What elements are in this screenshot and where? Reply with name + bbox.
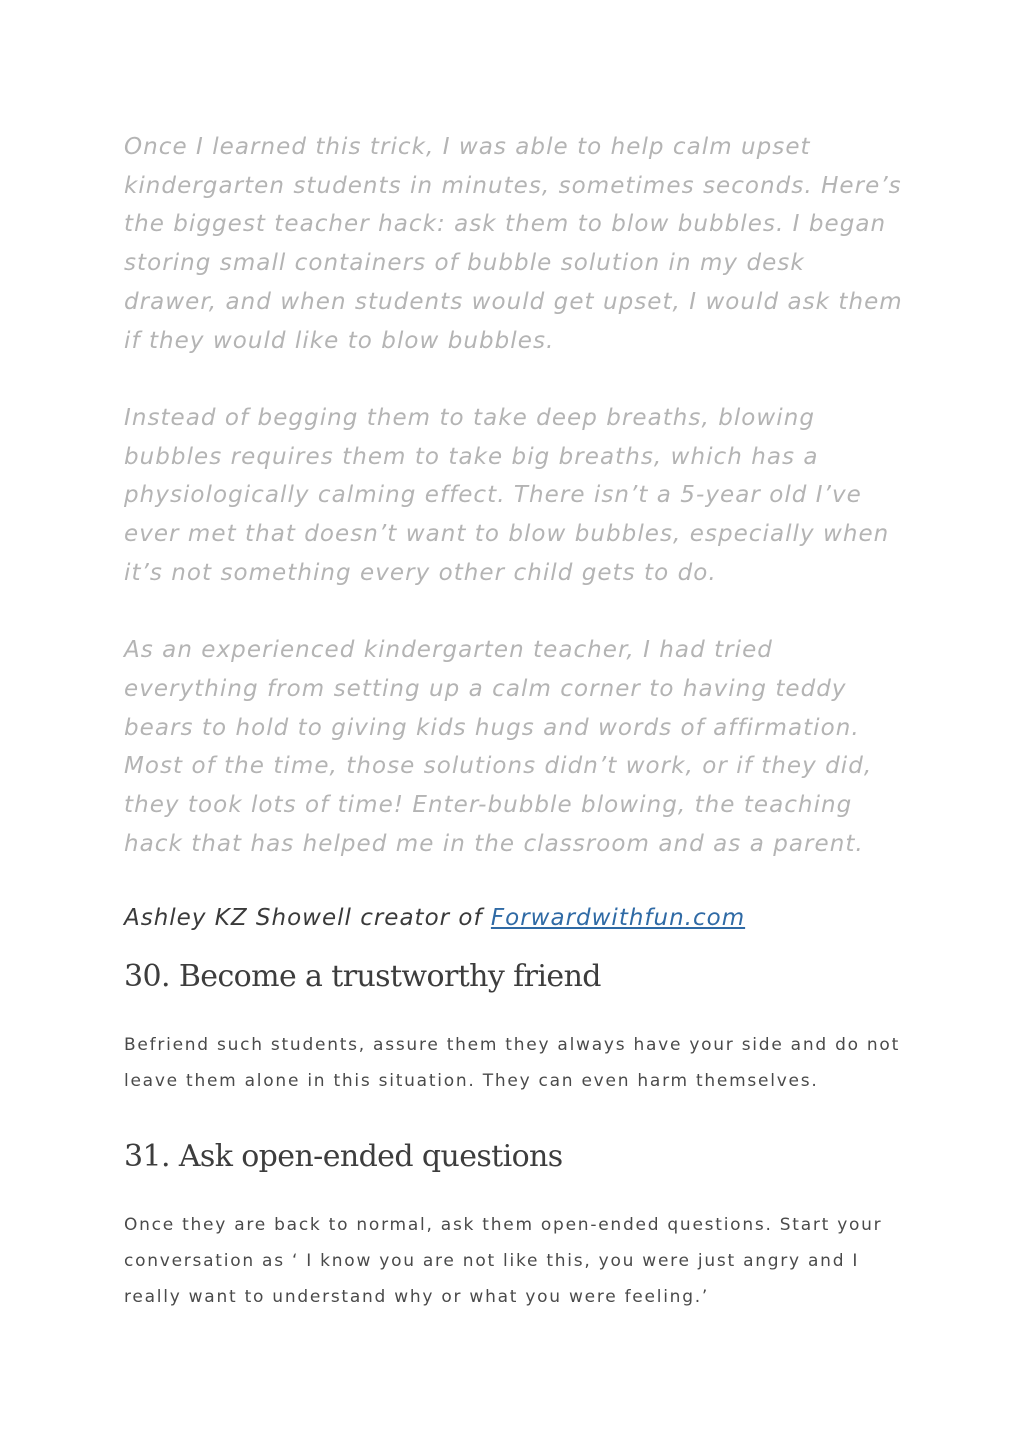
attribution-text: Ashley KZ Showell creator of bbox=[124, 905, 491, 932]
quote-paragraph-1: Once I learned this trick, I was able to help calm upset kindergarten students in minutes, sometimes seconds. Here’s the biggest teacher hack: ask them to blow bubbles. I began storing small containers of bubble solution in my desk drawer, and when students would get upset, I would ask them if they would like to blow bubbles. bbox=[124, 134, 903, 354]
quote-paragraph-2: Instead of begging them to take deep breaths, blowing bubbles requires them to take big breaths, which has a physiologically calming effect. There isn’t a 5-year old I’ve ever met that doesn’t want to blow bubbles, especially when it’s not something every other child gets to do. bbox=[124, 404, 890, 586]
section-heading-30: 30. Become a trustworthy friend bbox=[124, 959, 601, 995]
section-heading-31: 31. Ask open-ended questions bbox=[124, 1139, 563, 1175]
document-page bbox=[124, 128, 904, 1315]
section-body-31: Once they are back to normal, ask them open-ended questions. Start your conversation as ‘ I know you are not like this, you were just angry and I really want to understand why or what you were feeling.’ bbox=[124, 1215, 883, 1308]
quote-paragraph-3: As an experienced kindergarten teacher, I had tried everything from setting up a calm corner to having teddy bears to hold to giving kids hugs and words of affirmation. Most of the time, those solutions didn’t work, or if they did, they took lots of time! Enter-bubble blowing, the teaching hack that has helped me in the classroom and as a parent. bbox=[124, 637, 873, 857]
quote-attribution bbox=[124, 899, 904, 937]
source-link[interactable]: Forwardwithfun.com bbox=[490, 905, 746, 932]
section-body-30: Befriend such students, assure them they always have your side and do not leave them alone in this situation. They can even harm themselves. bbox=[124, 1035, 900, 1092]
